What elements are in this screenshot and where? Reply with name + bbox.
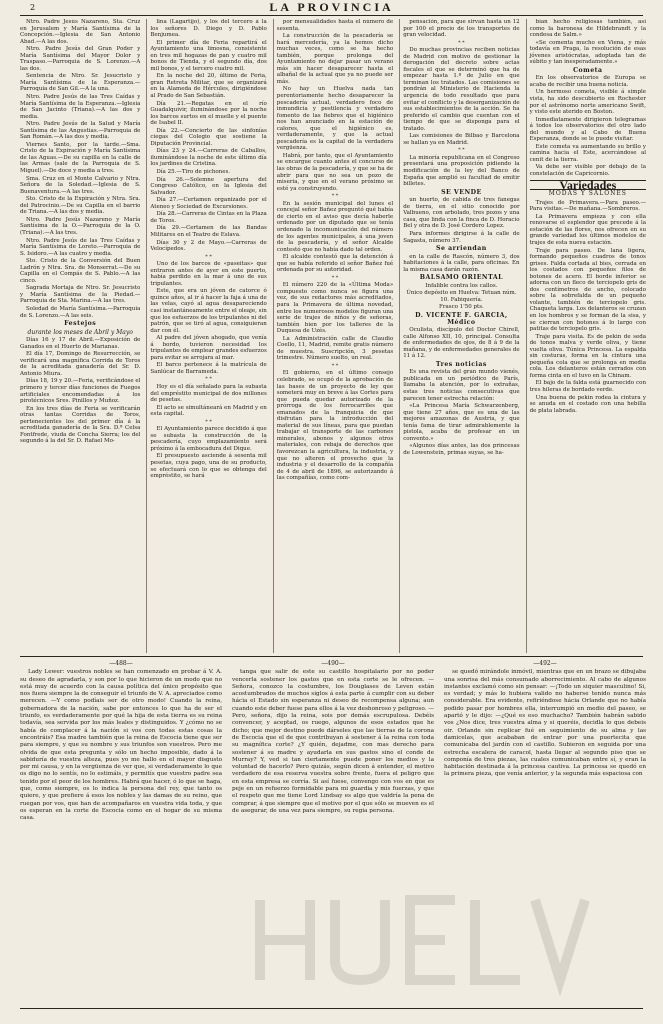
- news-paragraph: Día 25.—Tiro de pichones.: [156, 169, 231, 176]
- feuilleton-page-number: —488—: [109, 660, 133, 667]
- news-paragraph: Día 21.—Regatas en el río Guadalquivir, iluminándose por la noche los barcos surtos en el muelle y el puente de Isabel II.: [150, 100, 267, 127]
- news-paragraph: Inmediatamente dirigieron telegramas á todos los observatorios del otro lado del mundo y al Cabo de Buena Esperanza, donde se le puede visitar.: [529, 116, 646, 143]
- news-paragraph: Días 23 y 24.—Carreras de Caballos, iluminándose la noche de este último día los jardines de Cristina.: [150, 148, 267, 168]
- news-paragraph: Habrá, por tanto, que el Ayuntamiento se encargue cuanto antes el concurso de las obras de la pescadería, y que se ha de abrir para que no sea un pozo de miseria, y que en el verano próximo se esté ya construyendo.: [276, 152, 394, 192]
- news-paragraph: En los observatorios de Europa se acaba de recibir una buena noticia.: [529, 75, 646, 88]
- section-separator: * *: [458, 39, 465, 46]
- section-separator: * *: [205, 253, 212, 260]
- news-paragraph: Día 27.—Certamen organizado por el Ateneo y Sociedad de Excursiones.: [150, 197, 267, 210]
- news-paragraph: «Se comenta mucho en Viena, y más todavía en Praga, la resolución de esas jóvenes aristócratas, adoptada tan de súbito y tan inesperadamente.»: [529, 39, 646, 66]
- footer-rule: [20, 1008, 643, 1009]
- news-paragraph: Ntro. Padre Jesús del Gran Poder y María Santísima del Mayor Dolor y Traspaso.—Parroquia de S. Lorenzo.—A las dos.: [20, 46, 141, 72]
- news-paragraph: Sagrada Mortaja de Ntro. Sr. Jesucristo y María Santísima de la Piedad.—Parroquia de Sta. Marina.—A las tres.: [20, 285, 141, 305]
- news-column-5: [526, 19, 646, 653]
- feuilleton-page-number: —490—: [321, 660, 345, 667]
- news-paragraph: Día 28.—Carreras de Cintas en la Plaza de Toros.: [150, 211, 267, 224]
- newspaper-title: LA PROVINCIA: [269, 0, 394, 14]
- news-paragraph: Sto. Cristo de la Conversión del Buen Ladrón y Ntra. Sra. de Monserrat.—De su Capilla en el Compás de S. Pablo.—A las cinco.: [20, 258, 141, 284]
- section-separator: * *: [331, 362, 339, 369]
- news-paragraph: Viernes Santo, por la tarde.—Sma. Cristo de la Expiración y María Santísima de las Aguas.—De su capilla en la calle de las Armas (sale de la Parroquia de S. Miguel).—De doce y media a tres.: [20, 141, 141, 175]
- news-heading: D. VICENTE F. GARCIA, Médico: [415, 311, 508, 326]
- news-paragraph: Do muchas provincias reciben noticias de Madrid con motivo de gestionar la derogación del decreto sobre actas fiscales el que se determinó que ha de empezar hasta 1.º de Julio en que terminan los tratados. Las comisiones se pondrán al Ministerio de Hacienda la urgencia de todo resultado que para evitar el conflicto y la desorganización de sus establecimientos de la acción. Se ha preferido el cambio que cuentan con el tiempo de que se disponga para el tratado.: [403, 47, 520, 132]
- news-columns: [20, 19, 646, 653]
- news-paragraph: Traje para paseo. De lana ligera, formando pequeños cuadros de tonos grises. Falda cortada al bies, cerrada en los costados con pequeños filos de botones de acero. El borde inferior se adorna con un fleco de terciopelo gris de dos centímetros de ancho, colocado sobre la sobrefalda de un pequeño volante, también de terciopelo gris. Chaqueta larga. Los delanteros se cruzan en los hombros y se forman de la sisa, y se cierran con botones á lo largo con patitas de terciopelo gris.: [529, 247, 646, 333]
- news-paragraph: La minoría republicana en el Congreso presentará una proposición pidiendo la modificación de la ley del Banco de España que amplió su facultad de emitir billetes.: [403, 154, 520, 188]
- news-paragraph: Sto. Cristo de la Expiración y Ntra. Sra. del Patrocinio.—De su Capilla en el barrio de Triana.—A las dos y media.: [20, 196, 141, 216]
- news-paragraph: Una buena de pekin rodea la cintura y se anuda en el costado con una hebilla de plata labrada.: [529, 394, 646, 414]
- news-paragraph: «La Princesa María Schwarzenberg, que tiene 27 años, que es una de las mejores amazonas de Austria, y que tenía fama de tirar admirablemente la pistola, acaba de profesar en un convento.»: [403, 403, 520, 442]
- news-paragraph: Días 18, 19 y 20.—Feria, verificándose el primero y tercer días funciones de Fuegos artificiales encomendadas á los pirotécnicos Sres. Pinillos y Muñoz.: [20, 378, 141, 405]
- news-paragraph: Un hermoso cometa, visible á simple vista, ha sido descubierto en Rochester por el astrónomo norte americano Swift, y visto este aterido en Boston.: [529, 89, 646, 116]
- news-paragraph: Ntro. Padre Jesús de las Tres Caídas y María Santísima de la Esperanza.—Iglesia de San Jacinto (Triana).—A las dos y media.: [20, 94, 141, 120]
- feuilleton-text: Lady Lewer: vuestros nobles se han comenzado en probar á V. A. su deseo de agradarla, y son por lo que hicieron de un modo que no está muy de acuerdo con la causa política del único propósito que nos fuera siempre la de conseguir el triunfo de V. A. apreciados como merecen. —Y como podíais ser de otro modo! Cuando la reina, gobernadora de la nación, sabe por entonces lo que ha de ser el triunfo, es verdaderamente por qué la hija de esta tierra es su reina todavía, sea servida por los más leales y distinguidos. Y ¿cómo no se había de complacer á la nación si vos con todas estas cosas la encontráis? Esa madre también que la reina de Escocia tiene que ser para siempre, y que su nombre y sus triunfos son vuestros. Pero me olvida de que esta pregunta y sólo un hecho imposible, dado á la sabiduría de vuestra alteza, pues yo me hallo en el mayor disgusto por mi causa, y en la vergüenza de ver que, si verdaderamente lo que os digo no lo sentís, no lo estimáis, y permitís que vuestro padre sea tenido por el peor de los hombres. Habrá que hacer, ó lo que se haga, que, como siempre, os lo indica la persona del rey, que tanto os quiere, y que prefiere á esos los nobles y las damas de su reino, que ruegan por vos, que han de acompañaros en vuestra vida toda, y que os esperan en la corte de Escocia como en el hogar de su misma casa.: [20, 669, 222, 822]
- feuilleton-text: se quedó mirándole inmóvil, mientras que en un brazo se dibujaba una sonrisa del más consumado aborrecimiento. Al cabo de algunos instantes exclamó como sin pensar: —¡Todo un siquier masculino! Si, es verdad; y más lo hubiera valido no haberse tenido nunca más considerable. Era evidente, refiriéndose hácia Orlande que no había podido pasar por hombres ella, interrumpió en medio del paseo, se apartó y le dijo: —¿Qué es eso muchacho? También habrán sabido vos ¿Nos dice, tres vuestra alma y si queréis, decidla lo que debeis oir. Orlande sin replicar fué en seguimiento de su alma y las damicelas, que acababan de entrar por una puertecita que comunicaba del jardín con el castillo. Subieron en seguida por una estrecha escalera de caracol, hasta llegar al segundo piso que se componía de tres piezas, las cuales comunicaban entre sí, y eran la habitación destinada á la princesa cautiva. La princesa se quedó en la primera pieza, que venía anterior, y la segunda más espaciosa con: [444, 669, 646, 778]
- news-paragraph: Día 26.—Solemne apertura del Congreso Católico, en la Iglesia del Salvador.: [150, 176, 267, 196]
- news-paragraph: en la calle de Rascón, número 3, dos habitaciones á la calle, para oficinas. En la misma casa darán razón.: [403, 253, 520, 273]
- feuilleton-column-2: [232, 660, 434, 1004]
- section-title: Variedades: [530, 180, 646, 191]
- news-paragraph: Ntro. Padre Jesús de las Tres Caídas y María Santísima de Loreto.—Parroquia de S. Isidoro.—A las cuatro y media.: [20, 237, 141, 257]
- advertisement-line: Infalible contra los callos.: [425, 282, 498, 289]
- news-paragraph: Este, que era un jóven de catorce ó quince años, al ir á hacer la faja á una de las velas, cayó al agua desapareciendo casi instantáneamente entre el oleaje, sin que los esfuerzos de los tripulantes ni del patrón, que se tiró al agua, consiguieran dar con él.: [150, 288, 267, 334]
- news-column-3: [273, 19, 393, 653]
- news-paragraph: El presupuesto asciende á sesenta mil pesetas, cuya pago, una de su producto, se efectuará con lo que se obtenga del empréstito, se hará: [150, 453, 267, 480]
- news-column-4: [399, 19, 519, 653]
- news-paragraph: por mensualidades hasta el número de sesenta.: [276, 19, 394, 32]
- news-paragraph: La Primavera empieza y con ella renovarse el esplendor que precede á la estación de las flores, nos ofrecen en su grande variedad los últimos modelos de trajes de esta nueva estación.: [529, 213, 646, 246]
- news-paragraph: Oculista, discípulo del Doctor Chirell, calle Alfonso XII, 10, principal. Consulta de enfermedades de ojos, de 8 á 9 de la mañana, y de enfermedades generales de 11 á 12.: [403, 327, 520, 360]
- news-paragraph: El gobierno, en el último consejo celebrado, se ocupó de la aprobación de las bases de un proyecto de ley que someterá muy en breve á las Cortes para que pueda quedar autorizado de la prórroga de los ferrocarriles que emanados de la franquicia de que disfrutan para la introducción del material de sus líneas, para que puedan trabajar el transporte de las carbones minerales, abonos y algunos otros materiales, con rebaja de derechos que favorezcan la agricultura, la industria, y que no alteren el provecho que la industria y el desarrollo de la compañía de 4 de abril de 1896, se autorizando á las compañías, como com-: [276, 370, 394, 482]
- news-paragraph: Va debe ser visible por debajo de la constelación de Capricornio.: [529, 164, 646, 178]
- news-paragraph: El bajo de la falda está guarnecido con tres hileras de bordado verde.: [529, 380, 646, 393]
- news-paragraph: Este cometa va aumentando su brillo y camina hacia el Este, acercándose al cenit de la tierra.: [529, 143, 646, 163]
- news-paragraph: Ntro. Padre Jesús Nazareno, Sta. Cruz en Jerusalem y María Santísima de la Concepción.—Iglesia de San Antonio Abad.—A las dos.: [20, 19, 141, 45]
- news-paragraph: un huerto, de cabida de tres fanegas de tierra, en el sitio conocido por Valbueno, con arbolado, tres pozos y una casa, que linda con la finca de D. Horacio Bel y otra de D. José Cordero Lopez.: [403, 197, 520, 230]
- feuilleton-column-1: [20, 660, 222, 1004]
- news-paragraph: El día 17, Domingo de Resurrección, se verificará una magnífica Corrida de Toros de la acreditada ganadería del Sr. D. Antonio Miura.: [20, 351, 141, 377]
- advertisement-line: Único depósito en Huelva: Tetuan núm. 10. Fabiquería.: [406, 290, 517, 303]
- news-paragraph: «Algunos días antes, las dos princesas de Lowenstein, primas suyas, se ha-: [403, 443, 520, 456]
- news-subheading: durante los meses de Abril y Mayo: [27, 328, 133, 336]
- news-heading: Se arriendan: [436, 245, 487, 253]
- page-number: 2: [30, 3, 36, 12]
- news-paragraph: Las comisiones de Bilbao y Barcelona se hallan ya en Madrid.: [403, 133, 520, 146]
- news-paragraph: Trajes de Primavera.—Para paseo.—Para visitas.—De mañana.—Sombreros.: [529, 199, 646, 213]
- news-heading: Festejos: [64, 320, 97, 328]
- section-subtitle: MODAS Y SALONES: [548, 190, 627, 198]
- advertisement-line: Frasco 1'50 pts.: [439, 304, 484, 311]
- news-paragraph: Día 22.—Concierto de las sinfonías ciegas del Colegio que sostiene la Diputación Provincial.: [150, 127, 267, 147]
- news-paragraph: La Administración calle de Claudio Coello, 11, Madrid, remite gratis número de muestra. Suscripción, 3 pesetas trimestre. Número suelto, un real.: [276, 335, 394, 362]
- news-paragraph: El alcalde contestó que la detención á que se había referido el señor Bañez fué ordenada por su autoridad.: [276, 254, 394, 274]
- news-paragraph: pensación, para que sirvan hasta un 12 por 100 el precio de los transportes de gran velocidad.: [403, 19, 520, 39]
- news-paragraph: bían hecho religiosas también, así como la baronesa de Hildebrandt y la condesa de Salm.»: [529, 19, 646, 39]
- feuilleton-text: tanga que salir de este su castillo hospitalario por no poder vencerla sostener los gastos que en esta corte se le ofrecen. —Señora, conozco la costumbre, los Douglases de Leven están acostumbrados de muchos siglos á esta parte á cumplir con su deber hácia el Estado sin esperanza ni deseo de recompensa alguna; aun cuando este deber fuese para ellos á la vez deshonroso y peligroso. —Pero, señora, dijo la reina, sois por demás escrupulosa. Debéis convencer, y aceptad, os ruego, algunos de esos estados que he dicho; que mejor destino puede dárseles que las tierras de la corona de Escocia que el de que contribuyan á sostener á la reina con toda su magnífica corte? ¿Y quién, dejadme, con mas derecho para sostener á su madre y ayudarla en sus gastos sino el conde de Murray? Y, ved si tan ciertamente puede poner los medios y la voluntad de hacerlo? Pero quizás, según dicen á entender, el motivo verdadero de esa reserva vuestra sobre frente, fuera el peligro que en esta empresa se corría. Si así fuese, convengo con vos en que es peje en un refuerzo formidable para mi guardia y mis fuerzas, y que el respeto que me tiene Lord Lindsay es algo que valdría la pena de comprar, á que siempre que el motivo por el que sólo se mueven es el de asegurar, de una vez para siempre, su regia persona.: [232, 669, 434, 814]
- news-paragraph: Hoy es el día señalado para la subasta del empréstito municipal de dos millones de pesetas.: [150, 383, 267, 404]
- section-separator: * *: [458, 147, 465, 154]
- news-heading: Cometa: [573, 66, 603, 74]
- news-paragraph: Traje para visita. Es de pekin de seda de tonos malva y verde oliva, y tiene vuelta oliva. Túnica Princesa. La espalda sin costuras, forma en la cintura una pequeña cola que se prolonga en media cola. Los delanteros están cerrados con forma cinta en el tuvo en la Chinam.: [529, 333, 646, 379]
- news-heading: SE VENDE: [441, 188, 482, 196]
- news-paragraph: La construcción de la pescadería se hará mercedería, ya la hemos dicho muchas veces, como se ha hecho también, porque prolonga del Ayuntamiento no dejar pasar un verano más sin hacer desaparecer hasta el albañal de la actual que ya no puede ser más.: [276, 33, 394, 85]
- news-paragraph: En la noche del 20, último de Feria, gran Retreta Militar, que se organizará en la Alameda de Hércules, dirigiéndose al Prado de San Sebastián.: [150, 73, 267, 100]
- news-paragraph: Uno de los barcos de «paseitas» que entraron antes de ayer en este puerto, había perdido en la mar á uno de sus tripulantes.: [150, 261, 267, 287]
- news-paragraph: lina (Lagartijo), y los del tercero á la los señores D. Diego y D. Pablo Benjumea.: [150, 19, 267, 39]
- news-paragraph: El acto se simultáneará en Madrid y en esta capital.: [150, 404, 267, 418]
- feuilleton-divider: [20, 656, 643, 657]
- news-paragraph: No hay un Huelva nada tan perentoriamente hecho desaparecer la pescadería actual, verdadero foco de inmundicia y pestilencia y verdadero fomento de las fiebres que el higiénico nos han anunciado en la estación de calores, que el higiénico es, verdaderamente, y que la actual pescadería es la capital de la verdadera vergüenza.: [276, 86, 394, 152]
- news-paragraph: Es una revista del gran mundo vienés, publicada en un periódico de París, llamaba la atención, por lo extrañas, estas tres noticias consecutivas que parecen tener estrecha relación:: [403, 369, 520, 402]
- news-paragraph: En los tres días de Feria se verificarán otras tantas Corridas de Toros, pertenecientes los del primer día á la acreditada ganadería de la Sra. D.ª Celsa Fontfrede, viuda de Concha Sierra; los del segundo á la del Sr. D. Rafael Mo-: [20, 405, 141, 445]
- news-heading: Tres noticias: [435, 360, 487, 368]
- news-paragraph: Días 30 y 2 de Mayo.—Carreras de Velocípedos.: [150, 239, 267, 253]
- news-paragraph: Sma. Cruz en el Monte Calvario y Ntra. Señora de la Soledad.—Iglesia de S. Buenaventura.—A las tres.: [20, 175, 141, 195]
- news-paragraph: Días 16 y 17 de Abril.—Exposición de Ganados en el Huerto de Marianas.: [20, 337, 141, 350]
- header-rule: [20, 15, 643, 16]
- feuilleton-column-3: [444, 660, 646, 1004]
- section-separator: * *: [331, 193, 339, 200]
- news-paragraph: Soledad de María Santísima.—Parroquia de S. Lorenzo.—A las seis.: [20, 305, 141, 319]
- news-paragraph: Ntro. Padre Jesús Nazareno y María Santísima de la O.—Parroquia de la O. (Triana).—A las tres.: [20, 216, 141, 236]
- news-paragraph: En la sesión municipal del lunes el concejal señor Bañez preguntó qué había de cierto en el aviso que decía haberle ordenado por un diputado que se tenía ordenado la incomunicación del número de los agentes municipales, á una joven de la pescadería, y el señor Alcalde contestó que no había dado tal orden.: [276, 200, 394, 253]
- news-paragraph: Para informes dirigirse á la calle de Sagasta, número 37.: [403, 230, 520, 244]
- news-column-2: [146, 19, 266, 653]
- news-paragraph: El Ayuntamiento parece decidido á que se subasta la construcción de la pescadería, cuyo emplazamiento será próximo á la embocadura del Dique.: [150, 426, 267, 452]
- news-paragraph: El primer día de Feria repartirá el Ayuntamiento una limosna, consistente en tres mil hogazas de pan y cuatro mil bonos de Tienda, y el segundo día, dos mil bonos, y el tercero cuatro mil.: [150, 39, 267, 72]
- feuilleton-page-number: —492—: [533, 660, 557, 667]
- news-paragraph: El barco pertenece á la matrícula de Sanlúcar de Barrameda.: [150, 362, 267, 375]
- feuilleton-section: [20, 660, 646, 1004]
- news-paragraph: Sentencia de Ntro. Sr. Jesucristo y María Santísima de la Esperanza.—Parroquia de San Gil.—A la una.: [20, 73, 141, 93]
- news-heading: BALSAMO ORIENTAL: [419, 274, 504, 282]
- section-separator: * *: [205, 418, 212, 425]
- news-paragraph: Ntro. Padre Jesús de la Salud y María Santísima de las Angustias.—Parroquia de San Román.—A las dos y media.: [20, 121, 141, 141]
- section-separator: * *: [331, 274, 339, 281]
- news-paragraph: Día 29.—Certamen de las Bandas Militares en el Teatro de Eslava.: [150, 225, 267, 238]
- news-column-1: [20, 19, 140, 653]
- news-paragraph: Al padre del jóven ahogado, que venía á bordo, tuvieron necesidad los tripulantes de emplear grandes esfuerzos para evitar se arrojara al mar.: [150, 335, 267, 361]
- news-paragraph: El número 220 de la «Última Moda» compuesto como nunca se figura una vez, de sus redactores más acreditados, para la Primavera de última novedad, entre los numerosos modelos figuran una serie de trajes de niños y de señoras, también bien por los talleres de la Duquesa de Uzès.: [276, 282, 394, 335]
- section-separator: * *: [205, 376, 212, 383]
